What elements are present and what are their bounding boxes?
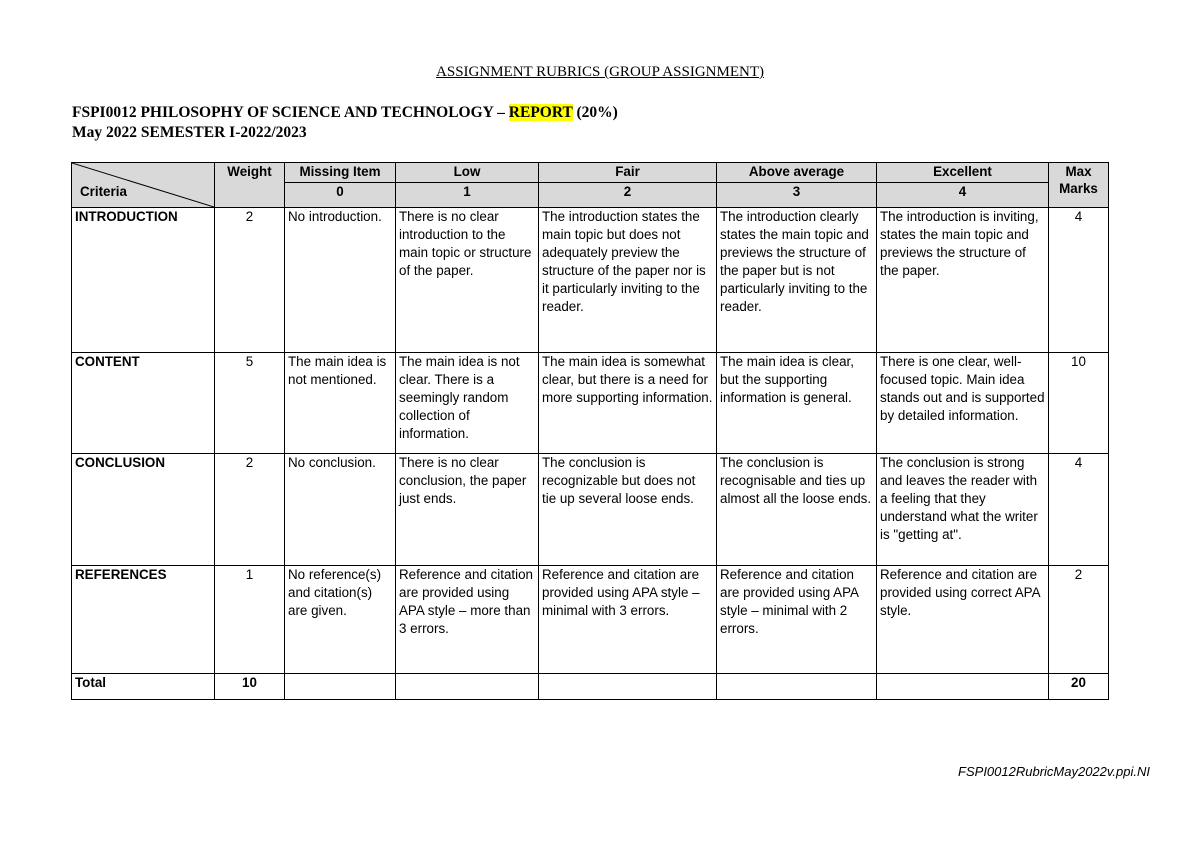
semester-line: May 2022 SEMESTER I-2022/2023 — [72, 124, 307, 141]
descriptor-cell: No introduction. — [285, 208, 396, 353]
table-row — [72, 566, 1109, 674]
table-row — [72, 208, 1109, 353]
weight-cell: 2 — [215, 454, 285, 566]
max-marks-header: Max Marks — [1049, 163, 1109, 208]
criteria-header: Criteria — [80, 184, 127, 199]
criterion-label: REFERENCES — [72, 566, 215, 674]
descriptor-cell: No conclusion. — [285, 454, 396, 566]
total-row — [72, 674, 1109, 700]
descriptor-cell: Reference and citation are provided using APA style – minimal with 3 errors. — [539, 566, 717, 674]
empty-cell — [539, 674, 717, 700]
criterion-label: CONCLUSION — [72, 454, 215, 566]
report-highlight: REPORT — [508, 104, 573, 121]
weight-cell: 1 — [215, 566, 285, 674]
course-name: FSPI0012 PHILOSOPHY OF SCIENCE AND TECHNOLOGY – — [72, 104, 509, 121]
document-footer: FSPI0012RubricMay2022v.ppi.NI — [958, 764, 1150, 779]
descriptor-cell: No reference(s) and citation(s) are given. — [285, 566, 396, 674]
descriptor-cell: There is one clear, well-focused topic. Main idea stands out and is supported by detailed information. — [877, 353, 1049, 454]
weight-header: Weight — [215, 163, 285, 208]
descriptor-cell: The main idea is somewhat clear, but there is a need for more supporting information. — [539, 353, 717, 454]
weight-cell: 5 — [215, 353, 285, 454]
level-name-low: Low — [396, 163, 539, 183]
criterion-label: CONTENT — [72, 353, 215, 454]
descriptor-cell: Reference and citation are provided using APA style – minimal with 2 errors. — [717, 566, 877, 674]
descriptor-cell: There is no clear introduction to the main topic or structure of the paper. — [396, 208, 539, 353]
descriptor-cell: Reference and citation are provided using correct APA style. — [877, 566, 1049, 674]
descriptor-cell: There is no clear conclusion, the paper just ends. — [396, 454, 539, 566]
total-weight: 10 — [215, 674, 285, 700]
descriptor-cell: The conclusion is recognizable but does not tie up several loose ends. — [539, 454, 717, 566]
descriptor-cell: The introduction states the main topic but does not adequately preview the structure of the paper nor is it particularly inviting to the reader. — [539, 208, 717, 353]
level-name-excellent: Excellent — [877, 163, 1049, 183]
descriptor-cell: The introduction clearly states the main topic and previews the structure of the paper but is not particularly inviting to the reader. — [717, 208, 877, 353]
level-score-2: 2 — [539, 183, 717, 208]
max-marks-cell: 2 — [1049, 566, 1109, 674]
max-marks-cell: 4 — [1049, 208, 1109, 353]
total-max-marks: 20 — [1049, 674, 1109, 700]
empty-cell — [396, 674, 539, 700]
page-title: ASSIGNMENT RUBRICS (GROUP ASSIGNMENT) — [436, 64, 764, 80]
level-name-fair: Fair — [539, 163, 717, 183]
table-row — [72, 353, 1109, 454]
empty-cell — [877, 674, 1049, 700]
descriptor-cell: The conclusion is strong and leaves the reader with a feeling that they understand what the writer is "getting at". — [877, 454, 1049, 566]
course-weight: (20%) — [572, 104, 618, 121]
level-score-4: 4 — [877, 183, 1049, 208]
descriptor-cell: The introduction is inviting, states the main topic and previews the structure of the paper. — [877, 208, 1049, 353]
level-name-above-average: Above average — [717, 163, 877, 183]
empty-cell — [717, 674, 877, 700]
descriptor-cell: The main idea is clear, but the supporting information is general. — [717, 353, 877, 454]
empty-cell — [285, 674, 396, 700]
level-name-missing: Missing Item — [285, 163, 396, 183]
weight-cell: 2 — [215, 208, 285, 353]
descriptor-cell: Reference and citation are provided using APA style – more than 3 errors. — [396, 566, 539, 674]
descriptor-cell: The main idea is not clear. There is a seemingly random collection of information. — [396, 353, 539, 454]
criterion-label: INTRODUCTION — [72, 208, 215, 353]
criteria-header-cell — [72, 163, 215, 208]
table-row — [72, 454, 1109, 566]
rubric-table — [71, 162, 1109, 700]
max-marks-cell: 4 — [1049, 454, 1109, 566]
level-score-0: 0 — [285, 183, 396, 208]
max-marks-cell: 10 — [1049, 353, 1109, 454]
level-score-3: 3 — [717, 183, 877, 208]
total-label: Total — [72, 674, 215, 700]
level-score-1: 1 — [396, 183, 539, 208]
course-line — [72, 104, 618, 122]
header-row-levels — [72, 163, 1109, 183]
descriptor-cell: The main idea is not mentioned. — [285, 353, 396, 454]
descriptor-cell: The conclusion is recognisable and ties up almost all the loose ends. — [717, 454, 877, 566]
